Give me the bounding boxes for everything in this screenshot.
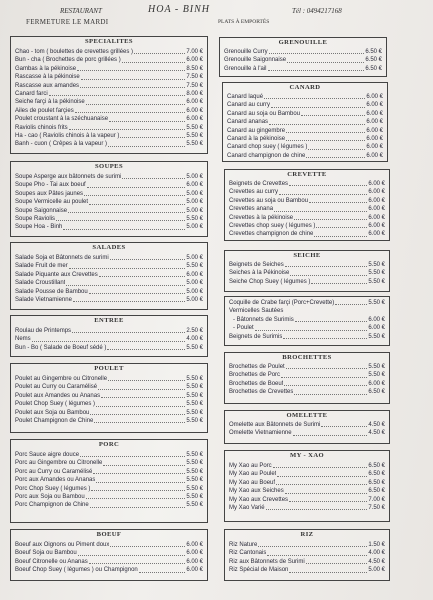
section-title: POULET <box>94 365 124 372</box>
section-title: SOUPES <box>94 163 124 170</box>
menu-item <box>15 510 203 518</box>
menu-item: Seiches à la Pékinoise 5.50 € <box>229 270 385 277</box>
section-poulet <box>10 363 208 433</box>
menu-subheading: Vermicelles Sautées <box>229 308 284 315</box>
menu-item: Beignets de Seiches 5.50 € <box>229 261 385 268</box>
menu-item: Riz Spécial de Maison 5.00 € <box>229 567 385 574</box>
menu-item: Boeuf aux Oignons ou Piment doux 6.00 € <box>15 541 203 548</box>
menu-item: Poulet au Curry ou Caramélisé 5.50 € <box>15 384 203 391</box>
menu-item: Nems 4.00 € <box>15 336 203 343</box>
menu-item <box>229 512 385 520</box>
menu-item: Salade Soja et Bâtonnets de surimi 5.00 € <box>15 254 203 261</box>
section-my-xao <box>224 450 390 522</box>
menu-item: Riz Cantonais 4.00 € <box>229 550 385 557</box>
menu-item: Riz aux Bâtonnets de Surimi 4.50 € <box>229 558 385 565</box>
menu-item: - Bâtonnets de Surimis 6.00 € <box>233 316 385 323</box>
menu-item: Canard au soja ou Bambou 6.00 € <box>227 110 383 117</box>
menu-item: Salade Croustillant 5.00 € <box>15 280 203 287</box>
section-porc <box>10 439 208 523</box>
section-title: OMELETTE <box>286 412 328 419</box>
menu-item: My Xao aux Seiches 6.50 € <box>229 488 385 495</box>
menu-item: Canard à la pékinoise 6.00 € <box>227 135 383 142</box>
menu-item: Salade Vietnamienne 5.00 € <box>15 296 203 303</box>
menu-item: Brochettes de Crevettes 6.50 € <box>229 389 385 396</box>
menu-item: Ha - cao ( Raviolis chinois à la vapeur ) 5.50 € <box>15 132 203 139</box>
menu-item: Soupe Vermicelle au poulet 5.00 € <box>15 199 203 206</box>
section-title: ENTREE <box>94 317 124 324</box>
menu-item: Grenouille à l'ail 6.50 € <box>224 65 382 72</box>
section-coquille <box>224 296 390 346</box>
menu-item: Porc Sauce aigre douce 5.50 € <box>15 451 203 458</box>
takeaway-label: PLATS À EMPORTÉS <box>218 19 270 25</box>
section-title: GRENOUILLE <box>278 39 328 46</box>
menu-item: Soupe Saigonnaise 5.00 € <box>15 207 203 214</box>
section-entree <box>10 315 208 357</box>
menu-item: Rascasse aux amandes 7.50 € <box>15 82 203 89</box>
menu-item: Bun - cha ( Brochettes de porc grillées ) 6.00 € <box>15 57 203 64</box>
menu-item: Grenouille Curry 6.50 € <box>224 48 382 55</box>
section-title: SEICHE <box>293 252 321 259</box>
menu-item: Poulet croustant à la széchuanaise 6.00 € <box>15 116 203 123</box>
menu-item: Porc au Gingembre ou Citronelle 5.50 € <box>15 460 203 467</box>
menu-item: Rascasse à la pékinoise 7.50 € <box>15 74 203 81</box>
menu-item: Poulet au Gingembre ou Citronelle 5.50 € <box>15 375 203 382</box>
menu-item: Crevettes au soja ou Bambou 6.00 € <box>229 197 385 204</box>
menu-item: Porc Champignon de Chine 5.50 € <box>15 502 203 509</box>
menu-item: My Xao Varié 7.50 € <box>229 504 385 511</box>
menu-item: Salade Fruit de mer 5.50 € <box>15 263 203 270</box>
menu-item: Bun - Bo ( Salade de Boeuf sédé ) 5.50 € <box>15 344 203 351</box>
menu-item: Canard laqué 6.00 € <box>227 93 383 100</box>
menu-item: Poulet aux Amandes ou Ananas 5.50 € <box>15 392 203 399</box>
section-brochettes <box>224 352 390 404</box>
menu-item: Salade Piquante aux Crevettes 6.00 € <box>15 271 203 278</box>
section-title: SPECIALITES <box>84 38 133 45</box>
section-title: CREVETTE <box>287 171 327 178</box>
menu-item: My Xao au Boeuf 6.50 € <box>229 479 385 486</box>
menu-item: Beignets de Surimis 5.50 € <box>229 333 385 340</box>
menu-item: Brochettes de Porc 5.50 € <box>229 372 385 379</box>
phone-number: Tél : 0494217168 <box>292 7 342 15</box>
menu-item: Porc aux Amandes ou Ananas 5.50 € <box>15 477 203 484</box>
menu-item: - Poulet 6.00 € <box>233 325 385 332</box>
menu-item: Salade Pousse de Bambou 5.00 € <box>15 288 203 295</box>
menu-item: Canard au gingembre 6.00 € <box>227 127 383 134</box>
menu-item: Boeuf Chop Suey ( légumes ) ou Champignon 6.00 € <box>15 567 203 574</box>
section-seiche <box>224 250 390 292</box>
section-specialites <box>10 36 208 154</box>
menu-item: My Xao au Porc 6.50 € <box>229 462 385 469</box>
menu-item: Porc aux Soja ou Bambou 5.50 € <box>15 493 203 500</box>
menu-item: My Xao aux Crevettes 7.00 € <box>229 496 385 503</box>
menu-item: Chao - tom ( boulettes de crevettes grillées ) 7.00 € <box>15 48 203 55</box>
menu-item: Canard chop suey ( légumes ) 6.00 € <box>227 144 383 151</box>
menu-item: Ailes de poulet farçies 6.00 € <box>15 107 203 114</box>
menu-item: Soupe Pho - Tai aux boeuf 6.00 € <box>15 182 203 189</box>
section-omelette <box>224 410 390 444</box>
restaurant-name: HOA - BINH <box>148 4 211 15</box>
section-boeuf <box>10 529 208 581</box>
menu-item: Soupes aux Pâtes jaunes 5.00 € <box>15 190 203 197</box>
menu-item: Crevettes à la pékinoise 6.00 € <box>229 214 385 221</box>
menu-item: Canard farci 8.00 € <box>15 90 203 97</box>
menu-item: Porc au Curry ou Caramélisé 5.50 € <box>15 468 203 475</box>
menu-item: Soupe Asperge aux bâtonnets de surimi 5.00 € <box>15 173 203 180</box>
section-title: CANARD <box>289 84 321 91</box>
section-title: PORC <box>98 441 120 448</box>
menu-item: Crevettes champignon de chine 6.00 € <box>229 231 385 238</box>
section-grenouille <box>219 37 387 77</box>
menu-item: Coquille de Crabe farçi (Porc+Crevette) 5.50 € <box>229 299 385 306</box>
menu-item: Seiche farçi à la pékinoise 6.00 € <box>15 99 203 106</box>
section-title: RIZ <box>300 531 314 538</box>
section-salades <box>10 242 208 310</box>
section-crevette <box>224 169 390 241</box>
menu-item: Soupe Raviolis 5.50 € <box>15 215 203 222</box>
section-title: BROCHETTES <box>282 354 332 361</box>
section-title: BOEUF <box>96 531 122 538</box>
section-riz <box>224 529 390 581</box>
menu-item: Soupe Hoa - Binh 5.00 € <box>15 224 203 231</box>
menu-item <box>15 149 203 157</box>
menu-item: Canard champignon de chine 6.00 € <box>227 152 383 159</box>
closing-day: FERMETURE LE MARDI <box>26 18 109 26</box>
menu-item: Boeuf Citronelle ou Ananas 6.00 € <box>15 558 203 565</box>
menu-item: Canard ananas 6.00 € <box>227 119 383 126</box>
section-title: SALADES <box>92 244 126 251</box>
section-canard <box>222 82 388 162</box>
menu-item: Grenouille Saigonnaise 6.50 € <box>224 57 382 64</box>
menu-item: Seiche Chop Suey ( légumes ) 5.50 € <box>229 278 385 285</box>
section-title: MY - XAO <box>289 452 325 459</box>
menu-item: Porc Chop Suey ( légumes ) 5.50 € <box>15 485 203 492</box>
menu-item: Poulet Chop Suey ( légumes ) 5.50 € <box>15 401 203 408</box>
menu-item: Gambas à la pékinoise 8.50 € <box>15 65 203 72</box>
menu-item: Raviolis chinois frits 5.50 € <box>15 124 203 131</box>
menu-item: Crevettes au curry 6.00 € <box>229 189 385 196</box>
menu-item: Boeuf Soja ou Bambou 6.00 € <box>15 550 203 557</box>
section-soupes <box>10 161 208 237</box>
menu-item: Poulet Champignon de Chine 5.50 € <box>15 417 203 424</box>
menu-item: My Xao au Poulet 6.50 € <box>229 471 385 478</box>
menu-item: Beignets de Crevettes 6.00 € <box>229 180 385 187</box>
restaurant-label: RESTAURANT <box>60 7 102 15</box>
menu-item: Riz Nature 1.50 € <box>229 541 385 548</box>
menu-item: Crevettes anana 6.00 € <box>229 206 385 213</box>
menu-item: Omelette aux Bâtonnets de Surimi 4.50 € <box>229 421 385 428</box>
menu-item: Brochettes de Boeuf 6.00 € <box>229 380 385 387</box>
menu-item: Crevettes chop suey ( légumes ) 6.00 € <box>229 222 385 229</box>
menu-item: Canard au curry 6.00 € <box>227 102 383 109</box>
menu-item: Roulau de Printemps 2.50 € <box>15 327 203 334</box>
menu-item: Poulet aux Soja ou Bambou 5.50 € <box>15 409 203 416</box>
menu-item: Omelette Vietnamienne 4.50 € <box>229 430 385 437</box>
menu-item: Brochettes de Poulet 5.50 € <box>229 363 385 370</box>
menu-item: Banh - cuon ( Crêpes à la vapeur ) 5.50 € <box>15 141 203 148</box>
